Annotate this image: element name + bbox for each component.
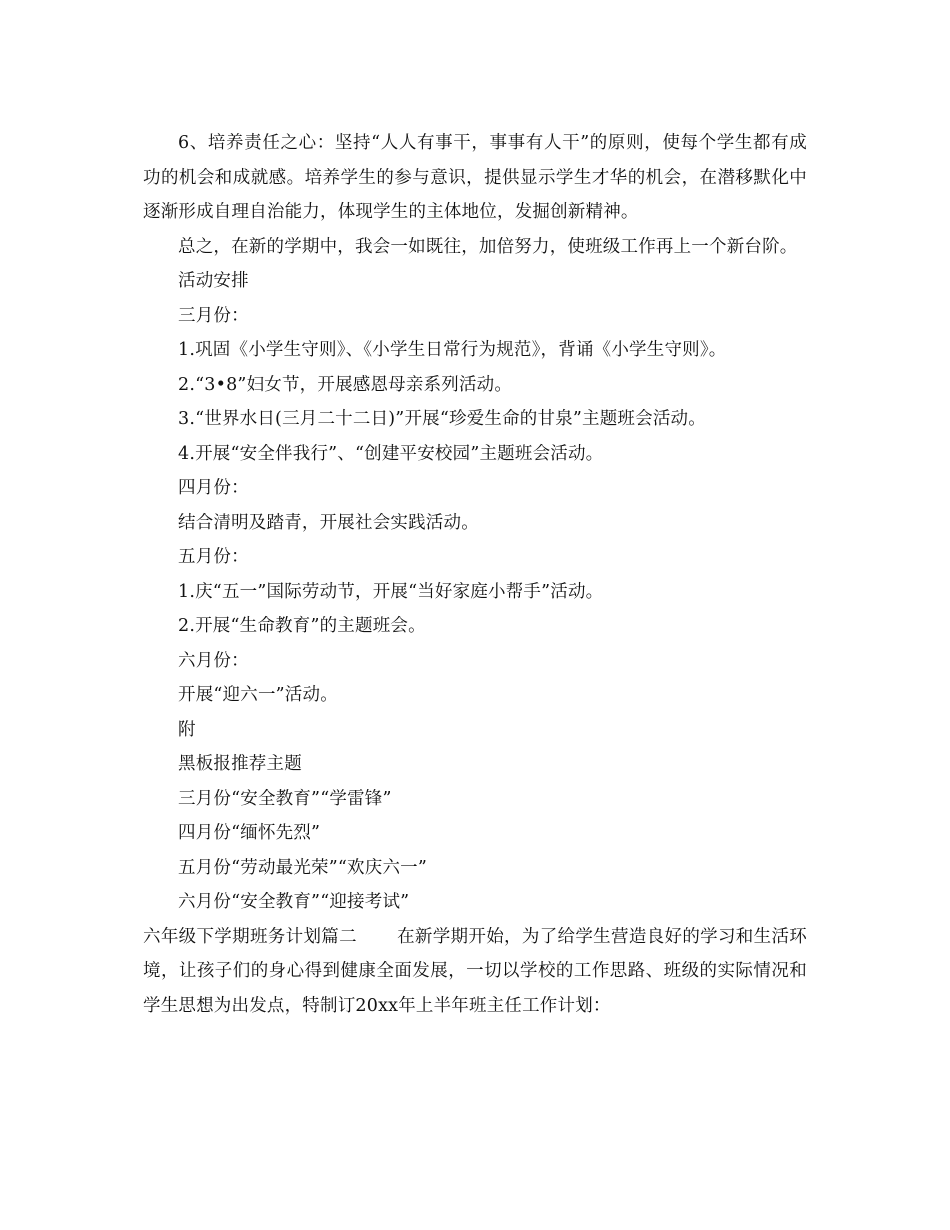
month-may: 五月份： <box>178 547 249 567</box>
list-item: 2.开展“生命教育”的主题班会。 <box>178 616 426 636</box>
list-item: 4.开展“安全伴我行”、“创建平安校园”主题班会活动。 <box>178 443 604 464</box>
section-title: 六年级下学期班务计划篇二 <box>143 926 357 947</box>
list-item: 六月份“安全教育”“迎接考试” <box>178 892 410 912</box>
document-body <box>143 126 807 1023</box>
list-item: 三月份“安全教育”“学雷锋” <box>178 788 392 809</box>
month-march: 三月份： <box>178 305 249 326</box>
month-april: 四月份： <box>178 478 249 498</box>
list-item: 1.巩固《小学生守则》、《小学生日常行为规范》，背诵《小学生守则》。 <box>178 340 727 360</box>
list-item: 3.“世界水日(三月二十二日)”开展“珍爱生命的甘泉”主题班会活动。 <box>178 409 706 429</box>
section-two <box>143 920 807 1024</box>
list-item: 五月份“劳动最光荣”“欢庆六一” <box>178 857 427 878</box>
list-item: 2.“3•8”妇女节，开展感恩母亲系列活动。 <box>178 374 513 395</box>
heading-activity-plan: 活动安排 <box>178 271 249 291</box>
paragraph-conclusion: 总之，在新的学期中，我会一如既往，加倍努力，使班级工作再上一个新台阶。 <box>178 236 798 257</box>
list-item: 结合清明及踏青，开展社会实践活动。 <box>178 512 479 533</box>
paragraph-responsibility: 6、培养责任之心：坚持“人人有事干，事事有人干”的原则，使每个学生都有成功的机会和成就感。培养学生的参与意识，提供显示学生才华的机会，在潜移默化中逐渐形成自理自治能力，体现学生的主体地位，发掘创新精神。 <box>143 133 807 222</box>
heading-blackboard-themes: 黑板报推荐主题 <box>178 754 302 774</box>
month-june: 六月份： <box>178 650 249 671</box>
section-body: 在新学期开始，为了给学生营造良好的学习和生活环境，让孩子们的身心得到健康全面发展，一切以学校的工作思路、班级的实际情况和学生思想为出发点，特制订20xx年上半年班主任工作计划： <box>143 926 807 1016</box>
list-item: 1.庆“五一”国际劳动节，开展“当好家庭小帮手”活动。 <box>178 581 604 602</box>
list-item: 四月份“缅怀先烈” <box>178 823 321 843</box>
appendix-label: 附 <box>178 719 196 740</box>
list-item: 开展“迎六一”活动。 <box>178 685 338 705</box>
